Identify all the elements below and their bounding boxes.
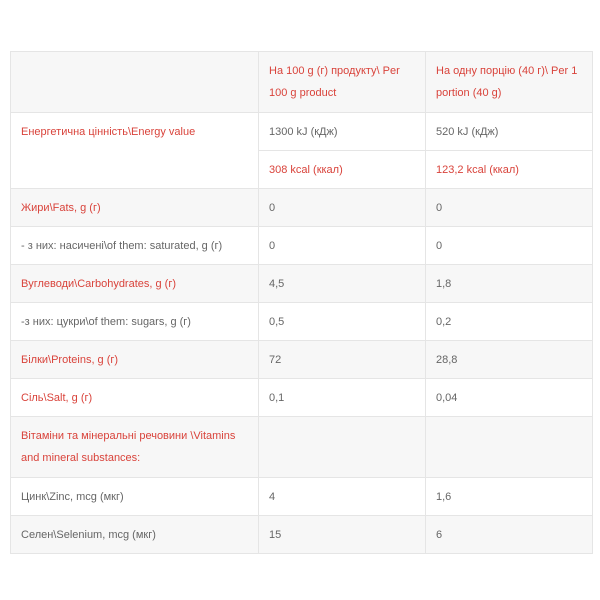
header-cell-label [11, 52, 259, 113]
row-value-per-portion: 1,6 [426, 478, 593, 516]
row-label-saturated: - з них: насичені\of them: saturated, g (г) [11, 227, 259, 265]
row-value-per-100g: 4,5 [259, 265, 426, 303]
table-row [11, 478, 593, 516]
energy-kcal-per-100g: 308 kcal (ккал) [259, 151, 426, 189]
row-value-per-portion: 0 [426, 189, 593, 227]
row-value-per-100g: 0 [259, 227, 426, 265]
row-value-per-100g: 0,1 [259, 379, 426, 417]
row-value-per-portion: 28,8 [426, 341, 593, 379]
energy-kj-per-portion: 520 kJ (кДж) [426, 113, 593, 151]
nutrition-table [10, 51, 593, 554]
table-row [11, 379, 593, 417]
row-value-per-100g: 15 [259, 516, 426, 554]
table-row [11, 265, 593, 303]
row-value-per-100g: 72 [259, 341, 426, 379]
vitamins-header-per-portion [426, 417, 593, 478]
table-row [11, 189, 593, 227]
row-value-per-portion: 0 [426, 227, 593, 265]
table-row-vitamins-header [11, 417, 593, 478]
table-header-row [11, 52, 593, 113]
row-label-zinc: Цинк\Zinc, mcg (мкг) [11, 478, 259, 516]
row-value-per-100g: 4 [259, 478, 426, 516]
table-row [11, 341, 593, 379]
energy-kj-per-100g: 1300 kJ (кДж) [259, 113, 426, 151]
header-cell-per-100g: На 100 g (г) продукту\ Per 100 g product [259, 52, 426, 113]
vitamins-header-label: Вітаміни та мінеральні речовини \Vitamins and mineral substances: [11, 417, 259, 478]
row-label-sugars: -з них: цукри\of them: sugars, g (г) [11, 303, 259, 341]
vitamins-header-per-100g [259, 417, 426, 478]
table-row [11, 303, 593, 341]
header-cell-per-portion: На одну порцію (40 г)\ Per 1 portion (40 g) [426, 52, 593, 113]
row-label-salt: Сіль\Salt, g (г) [11, 379, 259, 417]
energy-kcal-per-portion: 123,2 kcal (ккал) [426, 151, 593, 189]
row-label-selenium: Селен\Selenium, mcg (мкг) [11, 516, 259, 554]
row-value-per-portion: 1,8 [426, 265, 593, 303]
row-label-proteins: Білки\Proteins, g (г) [11, 341, 259, 379]
row-value-per-100g: 0 [259, 189, 426, 227]
energy-label: Енергетична цінність\Energy value [11, 113, 259, 189]
row-value-per-portion: 0,2 [426, 303, 593, 341]
row-value-per-portion: 6 [426, 516, 593, 554]
row-value-per-portion: 0,04 [426, 379, 593, 417]
table-row [11, 227, 593, 265]
table-row-energy-kj [11, 113, 593, 151]
row-value-per-100g: 0,5 [259, 303, 426, 341]
table-row [11, 516, 593, 554]
row-label-fats: Жири\Fats, g (г) [11, 189, 259, 227]
row-label-carbohydrates: Вуглеводи\Carbohydrates, g (г) [11, 265, 259, 303]
